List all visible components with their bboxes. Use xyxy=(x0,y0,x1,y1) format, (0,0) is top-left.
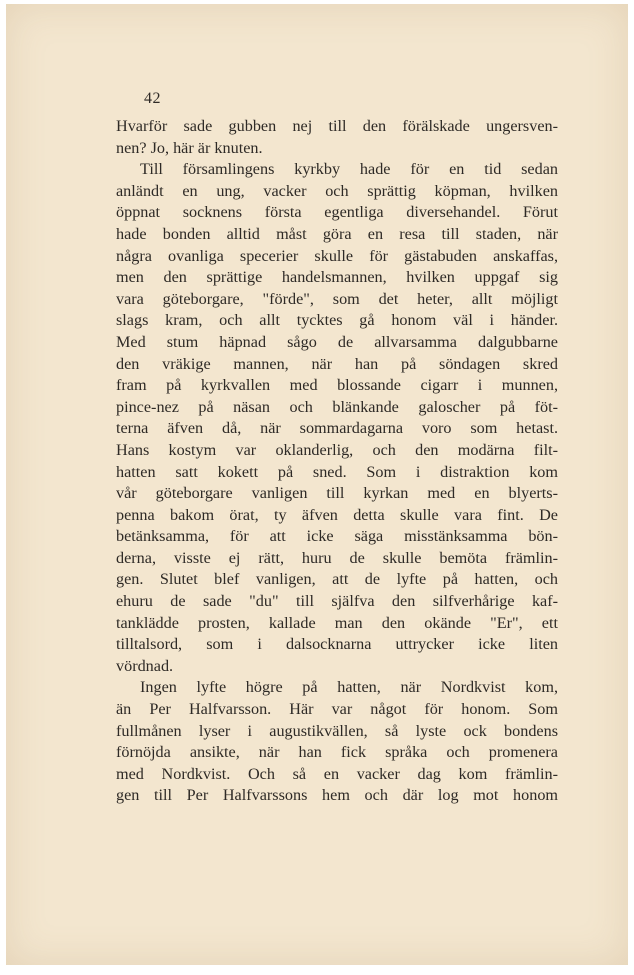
text-line: gen till Per Halfvarssons hem och där log mot honom xyxy=(116,786,558,805)
text-line: Till församlingens kyrkby hade för en tid sedan xyxy=(140,160,558,179)
text-line: Hans kostym var oklanderlig, och den modärna filt- xyxy=(116,440,558,459)
text-line: vår göteborgare vanligen till kyrkan med en blyerts- xyxy=(116,484,558,503)
text-line: tilltalsord, som i dalsocknarna uttrycker icke liten xyxy=(116,635,558,654)
text-line: hade bonden alltid måst göra en resa till staden, när xyxy=(116,224,558,243)
text-line: Med stum häpnad sågo de allvarsamma dalgubbarne xyxy=(116,332,558,351)
text-line: anländt en ung, vacker och sprättig köpman, hvilken xyxy=(116,181,558,200)
text-line: öppnat socknens första egentliga diversehandel. Förut xyxy=(116,203,558,222)
body-text xyxy=(116,116,558,807)
book-page xyxy=(6,4,628,965)
text-line: terna äfven då, när sommardagarna voro som hetast. xyxy=(116,419,558,438)
text-line: nen? Jo, här är knuten. xyxy=(116,138,263,157)
text-line: gen. Slutet blef vanligen, att de lyfte på hatten, och xyxy=(116,570,558,589)
text-line: pince-nez på näsan och blänkande galoscher på föt- xyxy=(116,397,558,416)
text-line: några ovanliga specerier skulle för gästabuden anskaffas, xyxy=(116,246,558,265)
text-line: Ingen lyfte högre på hatten, när Nordkvist kom, xyxy=(140,678,558,697)
text-line: fullmånen lyser i augustikvällen, så lyste ock bondens xyxy=(116,721,558,740)
page-number: 42 xyxy=(144,90,161,107)
text-line: tanklädde prosten, kallade man den okände "Er", ett xyxy=(116,613,558,632)
text-line: slags kram, och allt tycktes gå honom väl i händer. xyxy=(116,311,558,330)
text-line: hatten satt kokett på sned. Som i distraktion kom xyxy=(116,462,558,481)
text-line: betänksamma, för att icke säga misstänksamma bön- xyxy=(116,527,558,546)
text-line: fram på kyrkvallen med blossande cigarr i munnen, xyxy=(116,376,558,395)
text-line: med Nordkvist. Och så en vacker dag kom främlin- xyxy=(116,764,558,783)
text-line: den vräkige mannen, när han på söndagen skred xyxy=(116,354,558,373)
text-line: vara göteborgare, "förde", som det heter, allt möjligt xyxy=(116,289,558,308)
text-line: förnöjda ansikte, när han fick språka och promenera xyxy=(116,743,558,762)
text-line: derna, visste ej rätt, huru de skulle bemöta främlin- xyxy=(116,548,558,567)
text-line: än Per Halfvarsson. Här var något för honom. Som xyxy=(116,700,558,719)
text-line: men den sprättige handelsmannen, hvilken uppgaf sig xyxy=(116,268,558,287)
text-line: ehuru de sade "du" till själfva den silfverhårige kaf- xyxy=(116,592,558,611)
text-line: penna bakom örat, ty äfven detta skulle vara fint. De xyxy=(116,505,558,524)
text-line: Hvarför sade gubben nej till den förälskade ungersven- xyxy=(116,117,558,135)
text-line: vördnad. xyxy=(116,656,174,675)
